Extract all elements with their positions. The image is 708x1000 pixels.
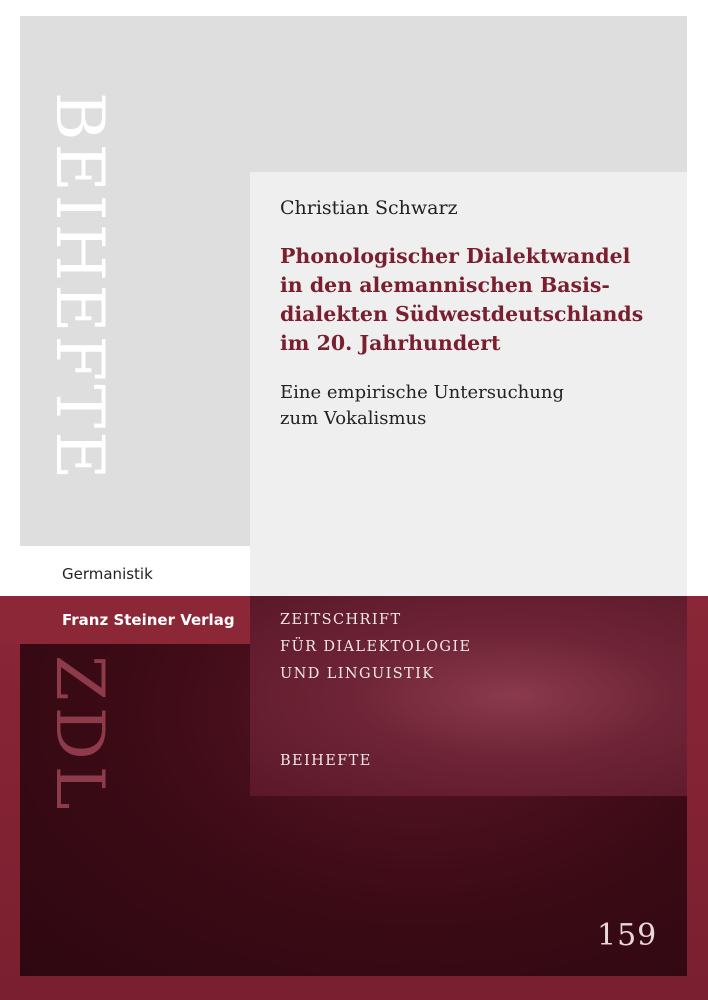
- title-line: dialekten Südwestdeutschlands: [280, 302, 644, 326]
- volume-number: 159: [597, 918, 658, 953]
- title-line: in den alemannischen Basis-: [280, 273, 610, 297]
- vertical-zdl-text: ZDL: [41, 655, 118, 816]
- book-subtitle: [280, 380, 660, 432]
- series-name-line: UND LINGUISTIK: [280, 666, 435, 682]
- title-line: Phonologischer Dialektwandel: [280, 244, 631, 268]
- vertical-beihefte-text: BEIHEFTE: [41, 92, 118, 483]
- title-line: im 20. Jahrhundert: [280, 331, 501, 355]
- author-name: Christian Schwarz: [280, 197, 458, 219]
- series-subtitle: BEIHEFTE: [280, 753, 372, 769]
- subtitle-line: Eine empirische Untersuchung: [280, 382, 564, 403]
- series-name-line: FÜR DIALEKTOLOGIE: [280, 639, 472, 655]
- series-name-line: ZEITSCHRIFT: [280, 612, 402, 628]
- discipline-label: Germanistik: [62, 565, 153, 583]
- subtitle-line: zum Vokalismus: [280, 408, 427, 429]
- publisher-label: Franz Steiner Verlag: [62, 611, 235, 629]
- book-title: [280, 242, 675, 358]
